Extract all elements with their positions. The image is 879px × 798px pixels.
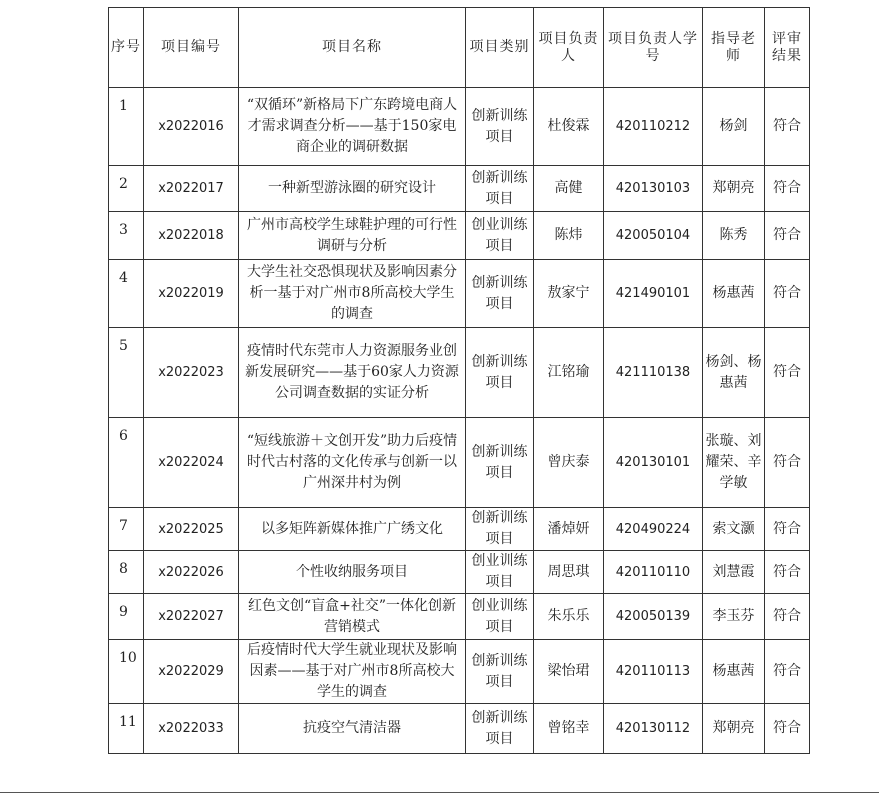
- cell-leader: 陈炜: [534, 212, 604, 260]
- cell-name: 广州市高校学生球鞋护理的可行性调研与分析: [239, 212, 466, 260]
- cell-leader: 梁怡珺: [534, 640, 604, 704]
- cell-code: x2022018: [144, 212, 239, 260]
- table-row: [109, 88, 810, 166]
- cell-leader: 敖家宁: [534, 260, 604, 328]
- cell-student-id: 420110113: [604, 640, 703, 704]
- cell-seq: 10: [109, 640, 144, 704]
- table-row: [109, 640, 810, 704]
- header-cell-advisor: 指导老师: [703, 8, 765, 88]
- cell-advisor: 杨剑: [703, 88, 765, 166]
- cell-result: 符合: [765, 704, 810, 754]
- table-row: [109, 704, 810, 754]
- cell-code: x2022027: [144, 594, 239, 640]
- cell-category: 创新训练项目: [466, 166, 534, 212]
- cell-student-id: 420490224: [604, 508, 703, 551]
- cell-code: x2022029: [144, 640, 239, 704]
- cell-name: “双循环”新格局下广东跨境电商人才需求调查分析——基于150家电商企业的调研数据: [239, 88, 466, 166]
- cell-student-id: 420110212: [604, 88, 703, 166]
- cell-student-id: 420050139: [604, 594, 703, 640]
- cell-category: 创业训练项目: [466, 594, 534, 640]
- cell-category: 创业训练项目: [466, 212, 534, 260]
- cell-result: 符合: [765, 166, 810, 212]
- cell-student-id: 420050104: [604, 212, 703, 260]
- cell-name: 一种新型游泳圈的研究设计: [239, 166, 466, 212]
- cell-seq: 2: [109, 166, 144, 212]
- cell-advisor: 杨惠茜: [703, 260, 765, 328]
- cell-result: 符合: [765, 551, 810, 594]
- cell-student-id: 420110110: [604, 551, 703, 594]
- cell-advisor: 杨剑、杨惠茜: [703, 328, 765, 418]
- cell-advisor: 杨惠茜: [703, 640, 765, 704]
- cell-code: x2022017: [144, 166, 239, 212]
- cell-category: 创新训练项目: [466, 88, 534, 166]
- header-cell-category: 项目类别: [466, 8, 534, 88]
- cell-category: 创业训练项目: [466, 551, 534, 594]
- cell-student-id: 421490101: [604, 260, 703, 328]
- table-row: [109, 260, 810, 328]
- header-cell-result: 评审结果: [765, 8, 810, 88]
- cell-seq: 7: [109, 508, 144, 551]
- cell-category: 创新训练项目: [466, 260, 534, 328]
- cell-advisor: 陈秀: [703, 212, 765, 260]
- cell-name: 以多矩阵新媒体推广广绣文化: [239, 508, 466, 551]
- cell-category: 创新训练项目: [466, 508, 534, 551]
- cell-seq: 3: [109, 212, 144, 260]
- cell-advisor: 郑朝亮: [703, 704, 765, 754]
- cell-leader: 周思琪: [534, 551, 604, 594]
- cell-result: 符合: [765, 212, 810, 260]
- cell-category: 创新训练项目: [466, 328, 534, 418]
- cell-result: 符合: [765, 640, 810, 704]
- cell-advisor: 索文灏: [703, 508, 765, 551]
- cell-name: 大学生社交恐惧现状及影响因素分析一基于对广州市8所高校大学生的调查: [239, 260, 466, 328]
- cell-result: 符合: [765, 594, 810, 640]
- cell-category: 创新训练项目: [466, 704, 534, 754]
- cell-seq: 9: [109, 594, 144, 640]
- table-row: [109, 594, 810, 640]
- cell-seq: 11: [109, 704, 144, 754]
- cell-leader: 潘焯妍: [534, 508, 604, 551]
- cell-result: 符合: [765, 328, 810, 418]
- cell-seq: 8: [109, 551, 144, 594]
- cell-advisor: 刘慧霞: [703, 551, 765, 594]
- cell-student-id: 421110138: [604, 328, 703, 418]
- table-row: [109, 328, 810, 418]
- header-row: [109, 8, 810, 88]
- cell-seq: 5: [109, 328, 144, 418]
- header-cell-leader: 项目负责人: [534, 8, 604, 88]
- cell-result: 符合: [765, 508, 810, 551]
- cell-category: 创新训练项目: [466, 640, 534, 704]
- cell-result: 符合: [765, 88, 810, 166]
- cell-student-id: 420130103: [604, 166, 703, 212]
- header-cell-code: 项目编号: [144, 8, 239, 88]
- cell-name: 疫情时代东莞市人力资源服务业创新发展研究——基于60家人力资源公司调查数据的实证分析: [239, 328, 466, 418]
- cell-code: x2022033: [144, 704, 239, 754]
- cell-code: x2022023: [144, 328, 239, 418]
- table-row: [109, 508, 810, 551]
- cell-name: 个性收纳服务项目: [239, 551, 466, 594]
- cell-student-id: 420130101: [604, 418, 703, 508]
- cell-code: x2022026: [144, 551, 239, 594]
- table-row: [109, 418, 810, 508]
- cell-leader: 朱乐乐: [534, 594, 604, 640]
- cell-seq: 1: [109, 88, 144, 166]
- cell-result: 符合: [765, 260, 810, 328]
- cell-seq: 6: [109, 418, 144, 508]
- cell-code: x2022025: [144, 508, 239, 551]
- table-row: [109, 166, 810, 212]
- cell-result: 符合: [765, 418, 810, 508]
- cell-name: 后疫情时代大学生就业现状及影响因素——基于对广州市8所高校大学生的调查: [239, 640, 466, 704]
- cell-category: 创新训练项目: [466, 418, 534, 508]
- cell-name: 红色文创“盲盒+社交”一体化创新营销模式: [239, 594, 466, 640]
- cell-code: x2022016: [144, 88, 239, 166]
- page-bottom-rule: [0, 792, 879, 793]
- cell-code: x2022019: [144, 260, 239, 328]
- cell-leader: 杜俊霖: [534, 88, 604, 166]
- header-cell-student-id: 项目负责人学号: [604, 8, 703, 88]
- table-row: [109, 551, 810, 594]
- cell-student-id: 420130112: [604, 704, 703, 754]
- cell-leader: 江铭瑜: [534, 328, 604, 418]
- header-cell-seq: 序号: [109, 8, 144, 88]
- cell-leader: 曾庆泰: [534, 418, 604, 508]
- cell-name: “短线旅游＋文创开发”助力后疫情时代古村落的文化传承与创新一以广州深井村为例: [239, 418, 466, 508]
- table-row: [109, 212, 810, 260]
- cell-seq: 4: [109, 260, 144, 328]
- header-cell-name: 项目名称: [239, 8, 466, 88]
- cell-leader: 曾铭幸: [534, 704, 604, 754]
- project-table: [108, 7, 810, 754]
- cell-advisor: 张璇、刘耀荣、辛学敏: [703, 418, 765, 508]
- cell-name: 抗疫空气清洁器: [239, 704, 466, 754]
- cell-code: x2022024: [144, 418, 239, 508]
- cell-advisor: 郑朝亮: [703, 166, 765, 212]
- cell-advisor: 李玉芬: [703, 594, 765, 640]
- cell-leader: 高健: [534, 166, 604, 212]
